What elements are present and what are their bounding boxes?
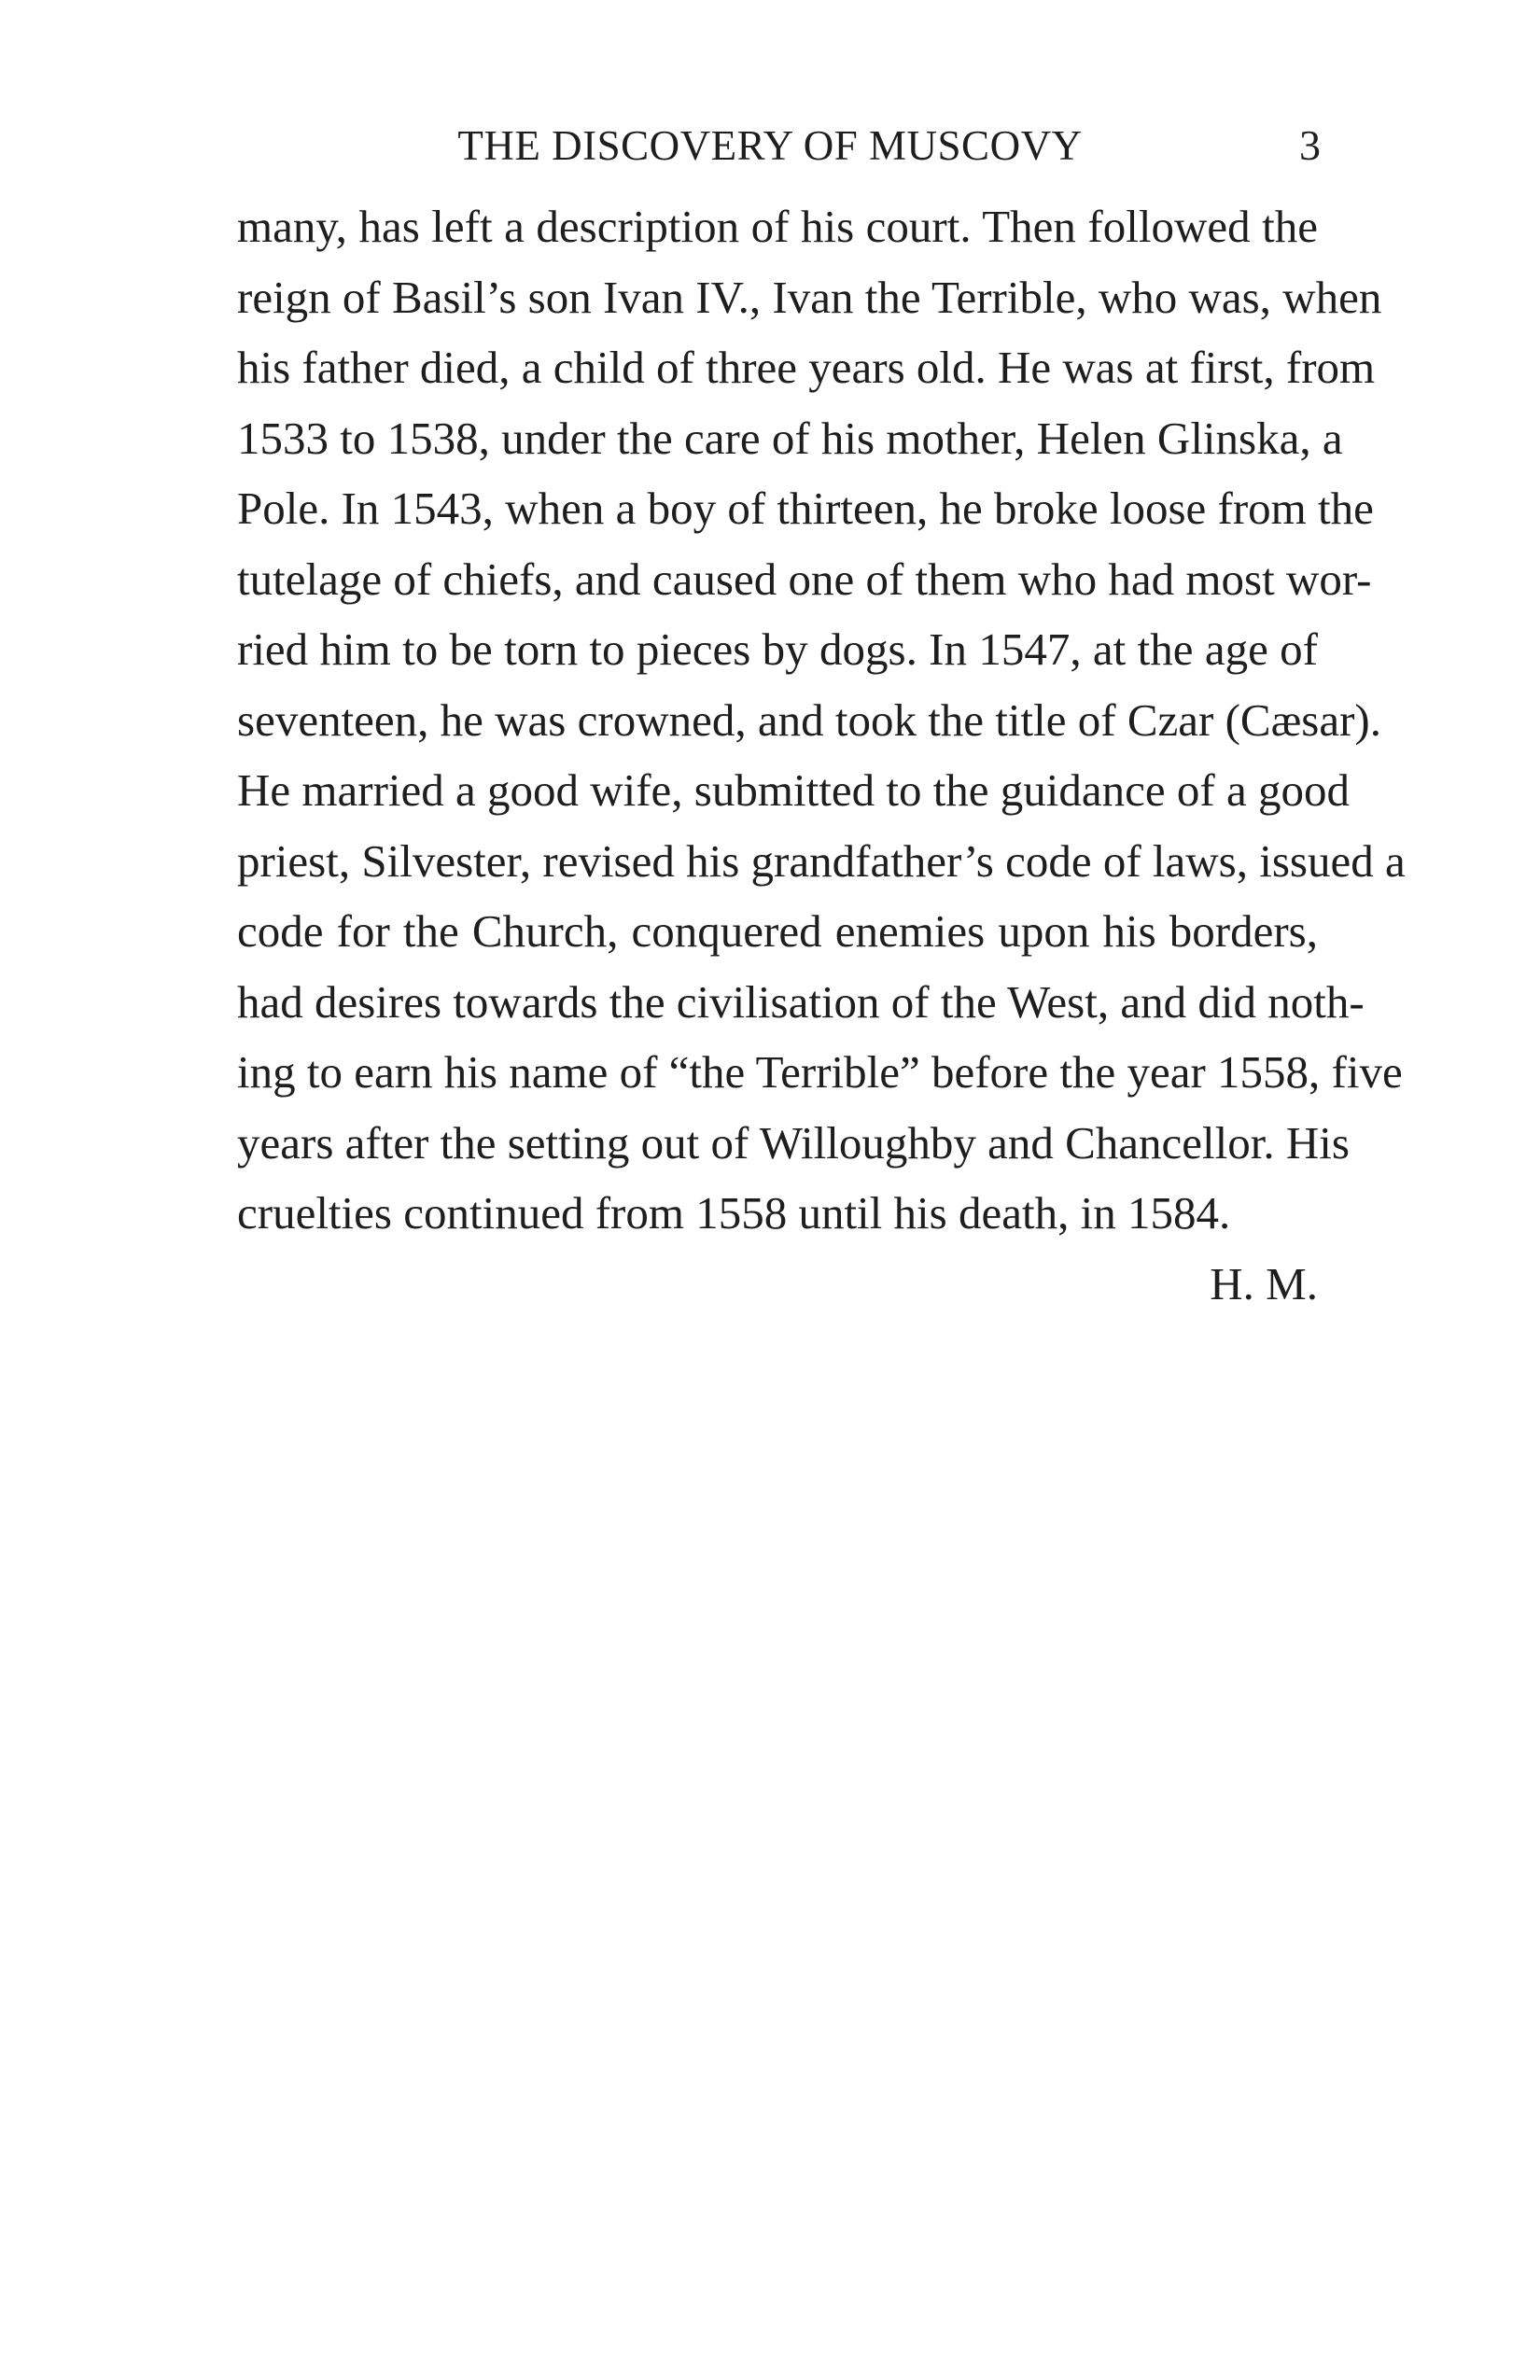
text-line: many, has left a description of his court. Then followed the bbox=[237, 201, 1318, 252]
text-line: cruelties continued from 1558 until his death, in 1584. bbox=[237, 1187, 1231, 1239]
page-number: 3 bbox=[1299, 121, 1321, 169]
text-line: had desires towards the civilisation of the West, and did noth- bbox=[237, 975, 1365, 1028]
body-text bbox=[237, 191, 1406, 1319]
text-line: ing to earn his name of “the Terrible” before the year 1558, five bbox=[237, 1046, 1403, 1098]
author-initials: H. M. bbox=[1210, 1257, 1318, 1309]
text-line: reign of Basil’s son Ivan IV., Ivan the Terrible, who was, when bbox=[237, 271, 1382, 323]
text-line: ried him to be torn to pieces by dogs. In 1547, at the age of bbox=[237, 623, 1318, 675]
text-line: code for the Church, conquered enemies upon his borders, bbox=[237, 905, 1318, 957]
text-line: 1533 to 1538, under the care of his mother, Helen Glinska, a bbox=[237, 412, 1343, 464]
text-line: his father died, a child of three years old. He was at first, from bbox=[237, 342, 1376, 393]
text-line: He married a good wife, submitted to the guidance of a good bbox=[237, 764, 1350, 816]
text-line: priest, Silvester, revised his grandfather’s code of laws, issued a bbox=[237, 834, 1406, 887]
text-line: Pole. In 1543, when a boy of thirteen, he broke loose from the bbox=[237, 483, 1374, 534]
running-title: THE DISCOVERY OF MUSCOVY bbox=[457, 122, 1083, 169]
text-line: years after the setting out of Willoughby and Chancellor. His bbox=[237, 1116, 1350, 1169]
text-line: tutelage of chiefs, and caused one of them who had most wor- bbox=[237, 553, 1372, 605]
running-head bbox=[0, 118, 1540, 174]
text-line: seventeen, he was crowned, and took the title of Czar (Cæsar). bbox=[237, 693, 1381, 746]
